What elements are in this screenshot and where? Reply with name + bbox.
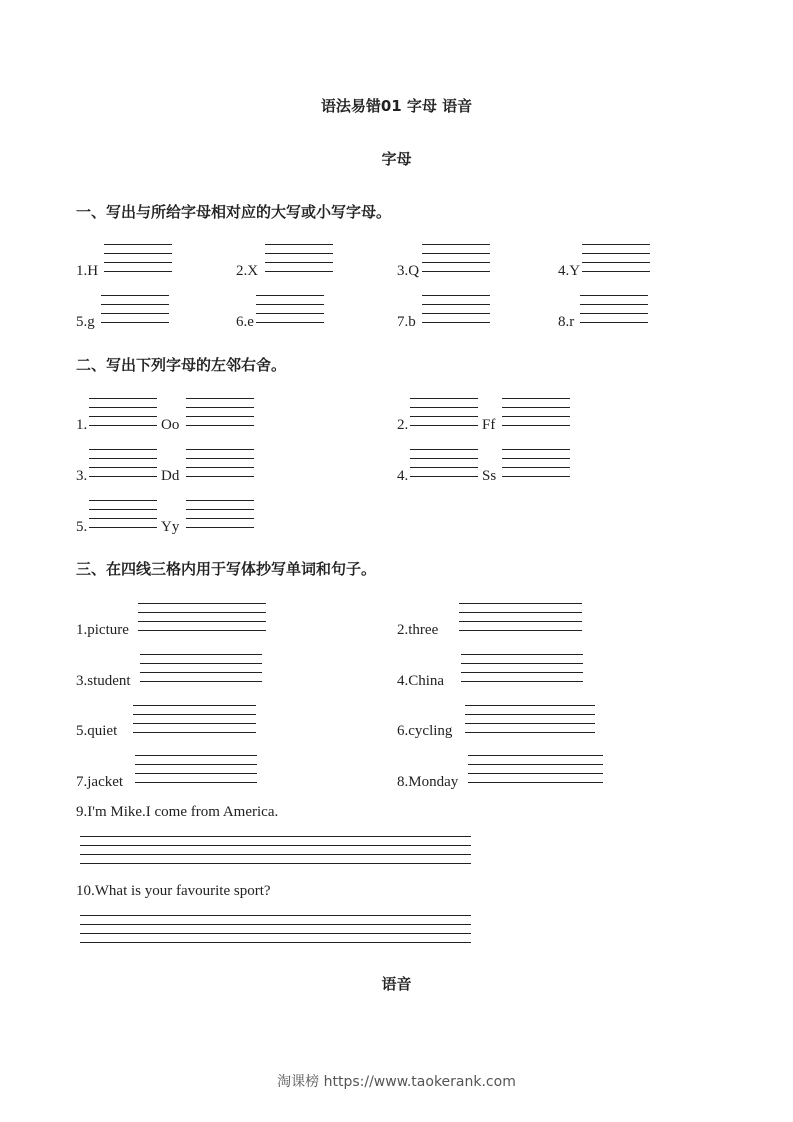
left-neighbor-grid[interactable]	[89, 398, 157, 426]
given-letter: Dd	[161, 468, 180, 484]
item-label: 6.e	[236, 314, 254, 330]
word-writing-grid[interactable]	[140, 654, 262, 682]
footer-watermark: 淘课榜 https://www.taokerank.com	[277, 1074, 516, 1090]
writing-grid[interactable]	[256, 295, 324, 323]
item-number: 2.	[397, 417, 409, 433]
word-writing-grid[interactable]	[465, 705, 595, 733]
word-label: 1.picture	[76, 622, 129, 638]
given-letter: Oo	[161, 417, 180, 433]
sentence-label: 9.I'm Mike.I come from America.	[76, 804, 279, 820]
word-label: 8.Monday	[397, 774, 459, 790]
item-label: 3.Q	[397, 263, 420, 279]
right-neighbor-grid[interactable]	[502, 398, 570, 426]
item-number: 5.	[76, 519, 88, 535]
writing-grid[interactable]	[422, 295, 490, 323]
word-writing-grid[interactable]	[459, 603, 582, 631]
right-neighbor-grid[interactable]	[186, 398, 254, 426]
item-number: 4.	[397, 468, 409, 484]
right-neighbor-grid[interactable]	[186, 449, 254, 477]
item-label: 1.H	[76, 263, 99, 279]
writing-grid[interactable]	[582, 244, 650, 272]
item-number: 1.	[76, 417, 88, 433]
sentence-writing-grid[interactable]	[80, 915, 471, 943]
item-label: 8.r	[558, 314, 575, 330]
writing-grid[interactable]	[580, 295, 648, 323]
word-writing-grid[interactable]	[461, 654, 583, 682]
left-neighbor-grid[interactable]	[89, 500, 157, 528]
heading-phonics: 语音	[381, 975, 412, 993]
sentence-label: 10.What is your favourite sport?	[76, 883, 271, 899]
section1-title: 一、写出与所给字母相对应的大写或小写字母。	[76, 203, 392, 221]
word-label: 6.cycling	[397, 723, 453, 739]
right-neighbor-grid[interactable]	[186, 500, 254, 528]
given-letter: Ff	[482, 417, 496, 433]
sentence-writing-grid[interactable]	[80, 836, 471, 864]
writing-grid[interactable]	[104, 244, 172, 272]
item-label: 7.b	[397, 314, 416, 330]
item-label: 2.X	[236, 263, 259, 279]
word-writing-grid[interactable]	[135, 755, 257, 783]
writing-grid[interactable]	[101, 295, 169, 323]
item-number: 3.	[76, 468, 88, 484]
left-neighbor-grid[interactable]	[410, 449, 478, 477]
right-neighbor-grid[interactable]	[502, 449, 570, 477]
page-title: 语法易错01 字母 语音	[320, 97, 473, 115]
section2-title: 二、写出下列字母的左邻右舍。	[76, 356, 287, 374]
writing-grid[interactable]	[422, 244, 490, 272]
left-neighbor-grid[interactable]	[410, 398, 478, 426]
left-neighbor-grid[interactable]	[89, 449, 157, 477]
word-label: 3.student	[76, 673, 131, 689]
item-label: 5.g	[76, 314, 95, 330]
word-label: 7.jacket	[76, 774, 124, 790]
section3-title: 三、在四线三格内用于写体抄写单词和句子。	[76, 560, 377, 578]
writing-grid[interactable]	[265, 244, 333, 272]
word-label: 4.China	[397, 673, 445, 689]
word-label: 2.three	[397, 622, 439, 638]
given-letter: Yy	[161, 519, 180, 535]
word-writing-grid[interactable]	[138, 603, 266, 631]
word-writing-grid[interactable]	[468, 755, 603, 783]
given-letter: Ss	[482, 468, 497, 484]
word-writing-grid[interactable]	[133, 705, 256, 733]
word-label: 5.quiet	[76, 723, 118, 739]
item-label: 4.Y	[558, 263, 581, 279]
heading-letters: 字母	[381, 150, 412, 168]
